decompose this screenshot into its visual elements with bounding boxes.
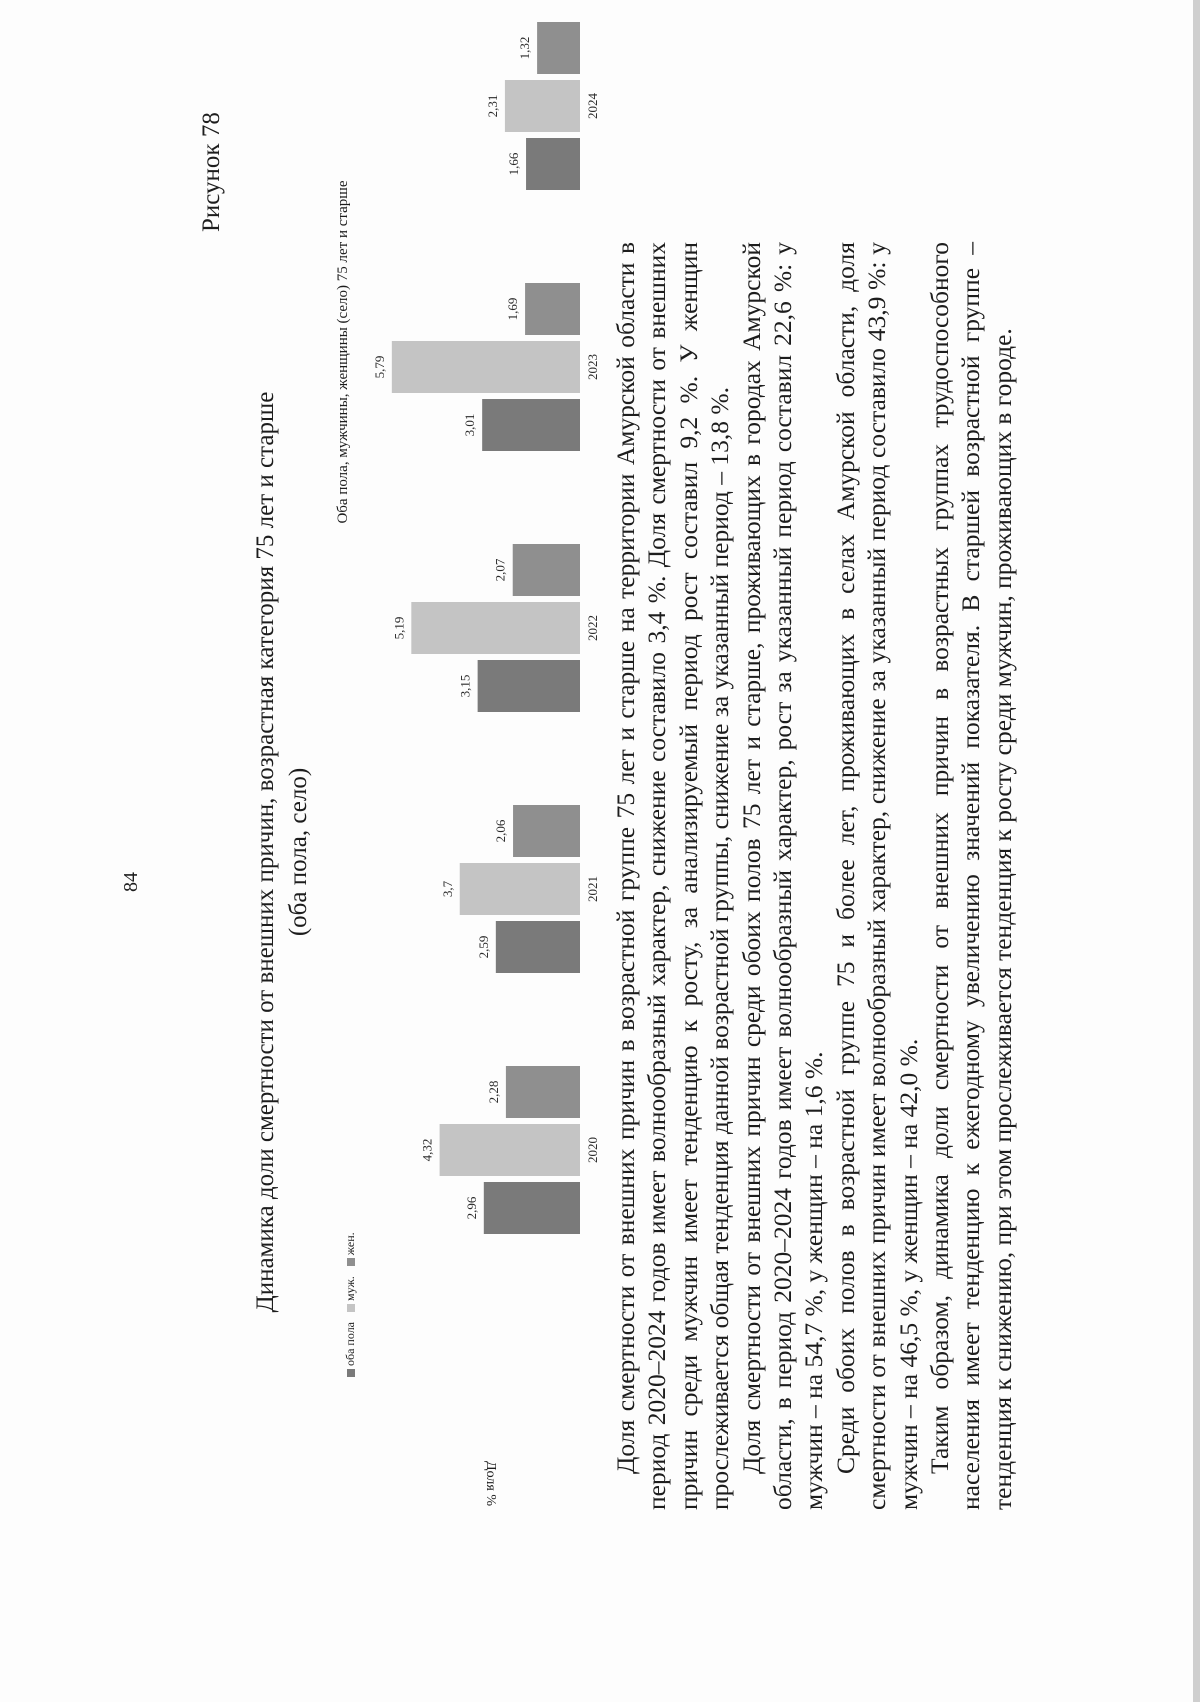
data-label: 4,32 xyxy=(419,1138,435,1162)
bar-жен-2024 xyxy=(537,22,580,74)
page-number: 84 xyxy=(120,872,142,892)
data-label: 2,07 xyxy=(492,558,508,582)
chart-caption-subtitle: (оба пола, село) xyxy=(285,767,312,937)
chart-title: Оба пола, мужчины, женщины (село) 75 лет и старше xyxy=(335,180,351,524)
legend-swatch xyxy=(347,1258,355,1266)
paragraph: Доля смертности от внешних причин среди обоих полов 75 лет и старше, проживающих в городах Амурской области, в период 2020–2024 годов имеет волнообразный характер, рост за указанный период составил 22,6 %: у мужчин – на 54,7 %, у женщин – на 1,6 %. xyxy=(736,242,829,1510)
x-tick-label: 2021 xyxy=(585,876,600,902)
bar-оба-пола-2022 xyxy=(478,660,580,712)
x-tick-label: 2022 xyxy=(585,615,600,641)
bar-муж-2020 xyxy=(440,1124,580,1176)
bar-муж-2023 xyxy=(392,341,580,393)
bar-муж-2024 xyxy=(505,80,580,132)
body-text xyxy=(610,242,1018,1510)
bar-оба-пола-2023 xyxy=(482,399,580,451)
data-label: 3,7 xyxy=(439,880,455,898)
legend-swatch xyxy=(347,1369,355,1377)
paragraph: Среди обоих полов в возрастной группе 75 и более лет, проживающих в селах Амурской области, доля смертности от внешних причин имеет волнообразный характер, снижение за указанный период составило 43,9 %: у мужчин – на 46,5 %, у женщин – на 42,0 %. xyxy=(830,242,923,1510)
data-label: 2,59 xyxy=(475,935,491,959)
paragraph: Таким образом, динамика доли смертности от внешних причин в возрастных группах трудоспособного населения имеет тенденцию к ежегодному увеличению значений показателя. В старшей возрастной группе – тенденция к снижению, при этом прослеживается тенденция к росту среди мужчин, проживающих в городе. xyxy=(925,242,1017,1510)
bar-жен-2021 xyxy=(513,805,580,857)
x-tick-label: 2023 xyxy=(585,354,600,380)
data-label: 1,32 xyxy=(517,36,533,60)
data-label: 2,28 xyxy=(485,1080,501,1104)
bar-оба-пола-2024 xyxy=(526,138,580,190)
x-tick-label: 2020 xyxy=(585,1137,600,1163)
bar-оба-пола-2021 xyxy=(496,921,580,973)
bar-жен-2020 xyxy=(506,1066,580,1118)
data-label: 1,66 xyxy=(506,152,522,176)
data-label: 2,96 xyxy=(463,1196,479,1220)
data-label: 2,31 xyxy=(484,94,500,118)
legend-label: муж. xyxy=(343,1276,357,1301)
legend-label: оба пола xyxy=(343,1321,357,1366)
bar-chart xyxy=(355,36,600,1372)
data-label: 5,79 xyxy=(371,355,387,379)
data-label: 3,15 xyxy=(457,674,473,698)
bar-оба-пола-2020 xyxy=(484,1182,580,1234)
data-label: 1,69 xyxy=(505,297,521,321)
bar-муж-2021 xyxy=(460,863,580,915)
data-label: 2,06 xyxy=(493,819,509,843)
x-tick-label: 2024 xyxy=(585,93,600,119)
bar-жен-2022 xyxy=(513,544,580,596)
data-label: 3,01 xyxy=(462,413,478,437)
bar-муж-2022 xyxy=(411,602,580,654)
legend-swatch xyxy=(347,1304,355,1312)
data-label: 5,19 xyxy=(391,616,407,640)
y-axis-label: Доля % xyxy=(483,1461,498,1506)
bar-жен-2023 xyxy=(525,283,580,335)
figure-label: Рисунок 78 xyxy=(198,112,225,232)
chart-caption-title: Динамика доли смертности от внешних причин, возрастная категория 75 лет и старше xyxy=(252,391,279,1313)
legend-label: жен. xyxy=(343,1232,357,1256)
paragraph: Доля смертности от внешних причин в возрастной группе 75 лет и старше на территории Амурской области в период 2020–2024 годов имеет волнообразный характер, снижение составило 3,4 %. Доля смертности от внешних причин среди мужчин имеет тенденцию к росту, за анализируемый период рост составил 9,2 %. У женщин прослеживается общая тенденция данной возрастной группы, снижение за указанный период – 13,8 %. xyxy=(611,242,735,1510)
